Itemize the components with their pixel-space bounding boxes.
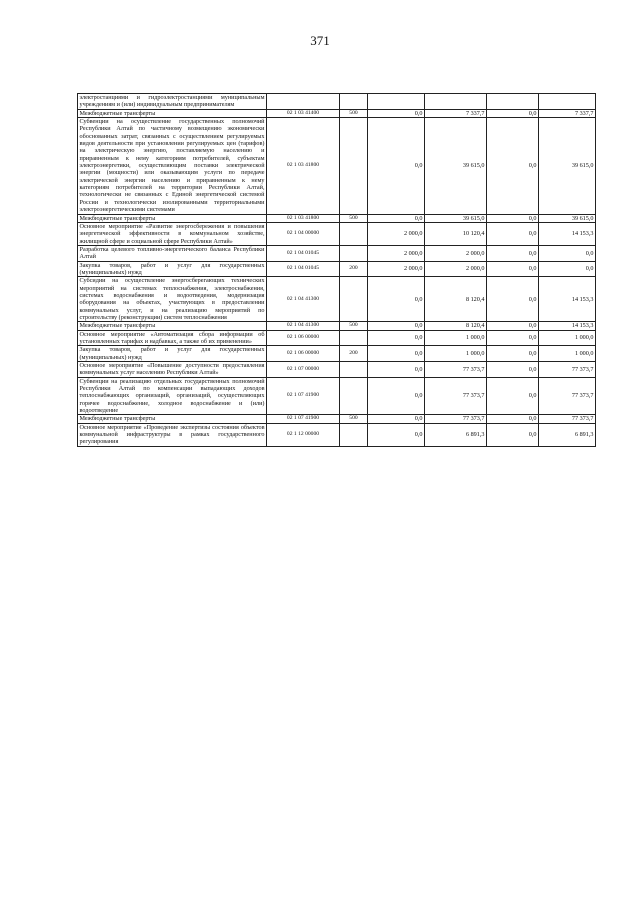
row-value-2: 39 615,0 [425,118,487,214]
row-value-2: 8 120,4 [425,322,487,330]
row-value-1: 0,0 [368,346,425,362]
row-expense-type: 200 [340,261,368,277]
row-value-3: 0,0 [487,245,539,261]
row-expense-type [340,94,368,110]
row-value-2: 10 120,4 [425,222,487,245]
row-expense-type [340,362,368,378]
table-row [78,346,596,362]
row-value-1: 0,0 [368,377,425,415]
row-value-1: 0,0 [368,330,425,346]
row-name: Межбюджетные трансферты [78,415,267,423]
row-value-1: 0,0 [368,415,425,423]
row-value-3: 0,0 [487,362,539,378]
row-code [267,94,340,110]
table-row [78,94,596,110]
row-value-1: 2 000,0 [368,245,425,261]
row-name: Субвенции на реализацию отдельных государственных полномочий Республики Алтай по компенсации выпадающих доходов теплоснабжающих организаций, организаций, осуществляющих горячее водоснабжение, холодное водоснабжение и (или) водоотведение [79,377,265,415]
row-value-4: 14 153,3 [539,222,596,245]
row-value-1: 2 000,0 [368,261,425,277]
row-value-3: 0,0 [487,109,539,117]
row-value-2: 8 120,4 [425,277,487,322]
row-value-3: 0,0 [487,118,539,214]
row-value-4: 39 615,0 [539,118,596,214]
row-code: 02 1 04 01045 [267,245,340,261]
row-value-1: 0,0 [368,214,425,222]
row-value-1: 0,0 [368,277,425,322]
row-name: Закупка товаров, работ и услуг для государственных (муниципальных) нужд [79,346,265,361]
row-value-1 [368,94,425,110]
row-value-3: 0,0 [487,322,539,330]
row-code: 02 1 07 41900 [267,377,340,415]
row-name: Разработка целевого топливно-энергетического баланса Республики Алтай [79,245,265,261]
row-expense-type [340,118,368,214]
table-row [78,118,596,214]
table-body [78,94,596,447]
row-value-1: 0,0 [368,362,425,378]
table-row [78,261,596,277]
row-expense-type [340,330,368,346]
row-code: 02 1 06 00000 [267,346,340,362]
row-expense-type: 500 [340,214,368,222]
row-name: Основное мероприятие «Автоматизация сбора информации об установленных тарифах и надбавках, а также об их применении» [79,330,265,345]
row-value-4: 14 153,3 [539,322,596,330]
row-code: 02 1 06 00000 [267,330,340,346]
row-value-3: 0,0 [487,377,539,415]
row-value-2: 1 000,0 [425,330,487,346]
row-code: 02 1 07 00000 [267,362,340,378]
page-number: 371 [310,33,330,48]
row-expense-type: 500 [340,322,368,330]
table-row [78,362,596,378]
row-expense-type [340,277,368,322]
row-name: Межбюджетные трансферты [78,322,267,330]
row-value-4: 7 337,7 [539,109,596,117]
row-code: 02 1 04 41300 [267,277,340,322]
row-value-2: 6 891,3 [425,423,487,446]
row-code: 02 1 04 00000 [267,222,340,245]
table-row [78,377,596,415]
row-value-2: 77 373,7 [425,377,487,415]
row-value-2: 7 337,7 [425,109,487,117]
table-row [78,330,596,346]
row-value-4: 77 373,7 [539,415,596,423]
row-expense-type [340,245,368,261]
row-value-2: 39 615,0 [425,214,487,222]
row-value-2: 2 000,0 [425,245,487,261]
row-value-4: 0,0 [539,245,596,261]
row-name: Основное мероприятие «Проведение экспертизы состояния объектов коммунальной инфраструктуры в рамках государственного регулирования [79,423,265,446]
row-expense-type [340,222,368,245]
row-expense-type [340,377,368,415]
row-value-4: 1 000,0 [539,330,596,346]
row-value-3 [487,94,539,110]
row-name: Субсидии на осуществление энергосберегающих технических мероприятий на системах теплоснабжения, электроснабжения, системах водоснабжения и водоотведения, модернизация оборудования на объектах, участвующих в предоставлении коммунальных услуг, и на реализацию мероприятий по строительству (реконструкции) систем теплоснабжения [79,277,265,321]
row-value-1: 0,0 [368,109,425,117]
row-value-3: 0,0 [487,423,539,446]
row-value-4 [539,94,596,110]
row-code: 02 1 07 41900 [267,415,340,423]
row-expense-type: 200 [340,346,368,362]
row-value-3: 0,0 [487,415,539,423]
row-value-2: 2 000,0 [425,261,487,277]
table-row [78,277,596,322]
row-name: Основное мероприятие «Повышение доступности предоставления коммунальных услуг населению Республики Алтай» [79,362,265,377]
row-name: Закупка товаров, работ и услуг для государственных (муниципальных) нужд [79,261,265,276]
table-row [78,109,596,117]
row-value-2: 1 000,0 [425,346,487,362]
row-value-3: 0,0 [487,277,539,322]
row-value-4: 77 373,7 [539,377,596,415]
row-value-1: 2 000,0 [368,222,425,245]
row-value-4: 0,0 [539,261,596,277]
row-name: Межбюджетные трансферты [78,109,267,117]
table-row [78,415,596,423]
table-row [78,423,596,446]
row-value-2: 77 373,7 [425,362,487,378]
row-expense-type [340,423,368,446]
table-row [78,222,596,245]
row-name: Субвенции на осуществление государственных полномочий Республики Алтай по частичному возмещению экономически обоснованных затрат, связанных с осуществлением регулируемых видов деятельности при установлении регулируемых цен (тарифов) на электрическую энергию, поставляемую населению и приравненным к нему категориям потребителей, субъектам электроэнергетики, осуществляющим поставки электрической энергии (мощности) или оказывающим услуги по передаче электрической энергии населению и приравненным к нему категориям потребителей на территории Республики Алтай, технологически не связанных с Единой энергетической системой России и технологически изолированными территориальными электроэнергетическими системами [79,118,265,214]
table-row [78,245,596,261]
row-value-2 [425,94,487,110]
row-code: 02 1 03 41800 [267,214,340,222]
budget-table [77,93,596,447]
row-value-1: 0,0 [368,423,425,446]
row-code: 02 1 03 41800 [267,118,340,214]
row-value-3: 0,0 [487,214,539,222]
row-value-3: 0,0 [487,222,539,245]
row-value-2: 77 373,7 [425,415,487,423]
row-value-1: 0,0 [368,118,425,214]
row-value-4: 1 000,0 [539,346,596,362]
row-name: Основное мероприятие «Развитие энергосбережения и повышения энергетической эффективности в коммунальном хозяйстве, жилищной сфере и социальной сфере Республики Алтай» [79,222,265,245]
row-expense-type: 500 [340,109,368,117]
row-expense-type: 500 [340,415,368,423]
row-name: Межбюджетные трансферты [78,214,267,222]
row-name: электростанциями и гидроэлектростанциями муниципальным учреждениям и (или) индивидуальным предпринимателям [79,94,265,109]
row-value-1: 0,0 [368,322,425,330]
table-row [78,214,596,222]
row-value-3: 0,0 [487,346,539,362]
row-value-4: 77 373,7 [539,362,596,378]
row-code: 02 1 03 41400 [267,109,340,117]
row-code: 02 1 12 00000 [267,423,340,446]
row-code: 02 1 04 01045 [267,261,340,277]
row-value-3: 0,0 [487,330,539,346]
row-value-4: 6 891,3 [539,423,596,446]
row-value-4: 39 615,0 [539,214,596,222]
table-row [78,322,596,330]
row-value-3: 0,0 [487,261,539,277]
row-code: 02 1 04 41300 [267,322,340,330]
row-value-4: 14 153,3 [539,277,596,322]
